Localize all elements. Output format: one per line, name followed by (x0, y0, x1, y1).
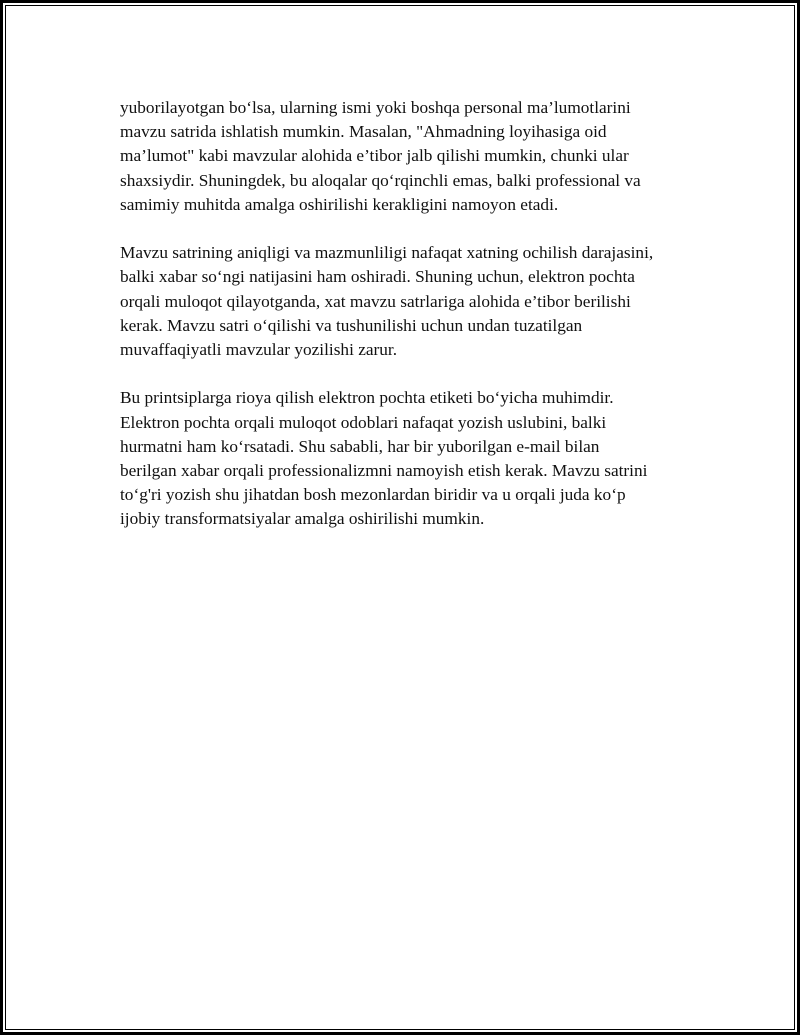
text-line: Elektron pochta orqali muloqot odoblari nafaqat yozish uslubini, balki (120, 412, 607, 432)
text-line: yuborilayotgan bo‘lsa, ularning ismi yoki boshqa personal ma’lumotlarini (120, 98, 631, 117)
paragraph-2 (120, 241, 710, 362)
text-line: to‘g'ri yozish shu jihatdan bosh mezonlardan biridir va u orqali juda ko‘p (120, 485, 626, 505)
text-line: ma’lumot" kabi mavzular alohida e’tibor jalb qilishi mumkin, chunki ular (120, 146, 629, 166)
text-line: ijobiy transformatsiyalar amalga oshirilishi mumkin. (120, 509, 485, 529)
text-line: balki xabar so‘ngi natijasini ham oshiradi. Shuning uchun, elektron pochta (120, 267, 635, 287)
text-line: berilgan xabar orqali professionalizmni namoyish etish kerak. Mavzu satrini (120, 461, 648, 481)
paragraph-3 (120, 386, 710, 531)
text-line: mavzu satrida ishlatish mumkin. Masalan, "Ahmadning loyihasiga oid (120, 122, 607, 142)
document-body (120, 96, 710, 556)
text-line: samimiy muhitda amalga oshirilishi kerakligini namoyon etadi. (120, 194, 559, 214)
text-line: hurmatni ham ko‘rsatadi. Shu sababli, har bir yuborilgan e-mail bilan (120, 436, 600, 456)
text-line: shaxsiydir. Shuningdek, bu aloqalar qo‘rqinchli emas, balki professional va (120, 170, 641, 190)
text-line: kerak. Mavzu satri o‘qilishi va tushunilishi uchun undan tuzatilgan (120, 315, 583, 335)
text-line: muvaffaqiyatli mavzular yozilishi zarur. (120, 340, 398, 360)
text-line: Bu printsiplarga rioya qilish elektron pochta etiketi bo‘yicha muhimdir. (120, 388, 614, 408)
text-line: orqali muloqot qilayotganda, xat mavzu satrlariga alohida e’tibor berilishi (120, 291, 631, 311)
paragraph-1 (120, 96, 710, 217)
text-line: Mavzu satrining aniqligi va mazmunliligi nafaqat xatning ochilish darajasini, (120, 243, 654, 263)
